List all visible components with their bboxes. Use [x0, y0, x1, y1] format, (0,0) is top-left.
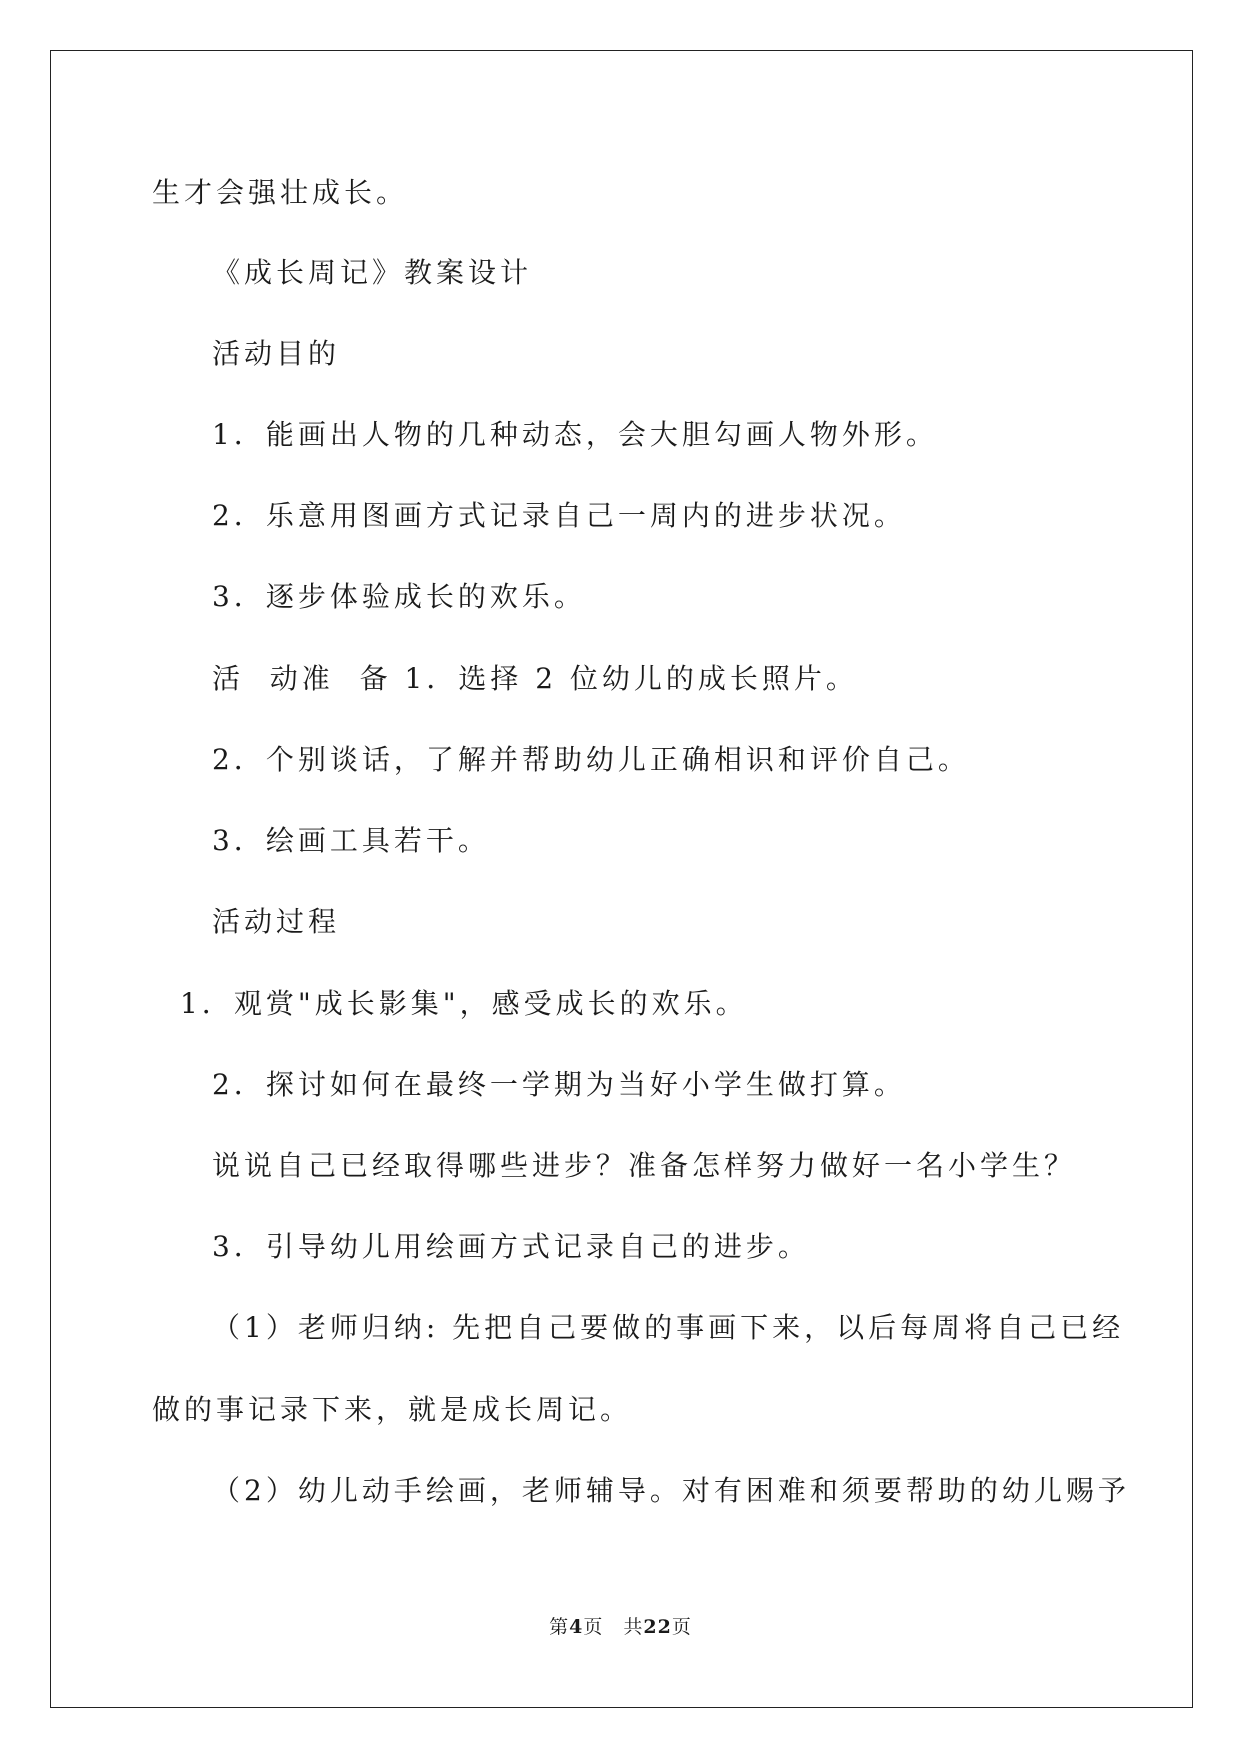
prep-item-2: 2．个别谈话，了解并帮助幼儿正确相识和评价自己。 — [212, 743, 970, 776]
process-item-3: 3．引导幼儿用绘画方式记录自己的进步。 — [212, 1230, 810, 1263]
footer-suffix: 页 — [671, 1616, 692, 1638]
footer-page-number: 4 — [569, 1616, 584, 1638]
heading-activity-process: 活动过程 — [212, 905, 341, 938]
goal-item-1: 1．能画出人物的几种动态，会大胆勾画人物外形。 — [212, 418, 938, 451]
process-item-2: 2．探讨如何在最终一学期为当好小学生做打算。 — [212, 1068, 906, 1101]
process-sub-1b: 做的事记录下来，就是成长周记。 — [152, 1393, 633, 1426]
text-line-1: 生才会强壮成长。 — [152, 176, 409, 209]
goal-item-2: 2．乐意用图画方式记录自己一周内的进步状况。 — [212, 499, 906, 532]
footer-prefix: 第 — [549, 1616, 570, 1638]
goal-item-3: 3．逐步体验成长的欢乐。 — [212, 580, 586, 613]
process-sub-1a: （1）老师归纳: 先把自己要做的事画下来，以后每周将自己已经 — [212, 1311, 1125, 1344]
process-sub-2: （2）幼儿动手绘画，老师辅导。对有困难和须要帮助的幼儿赐予 — [212, 1474, 1130, 1507]
process-question: 说说自己已经取得哪些进步？准备怎样努力做好一名小学生？ — [212, 1149, 1077, 1182]
footer-total-pages: 22 — [643, 1616, 672, 1638]
prep-item-3: 3．绘画工具若干。 — [212, 824, 490, 857]
process-item-1: 1．观赏"成长影集"，感受成长的欢乐。 — [180, 987, 748, 1020]
page-footer — [0, 1612, 1241, 1639]
footer-middle: 页 共 — [583, 1616, 644, 1638]
prep-item-1: 活 动准 备 1．选择 2 位幼儿的成长照片。 — [212, 662, 858, 695]
heading-activity-goals: 活动目的 — [212, 337, 341, 370]
section-title: 《成长周记》教案设计 — [212, 256, 533, 289]
page-border — [50, 50, 1193, 1708]
